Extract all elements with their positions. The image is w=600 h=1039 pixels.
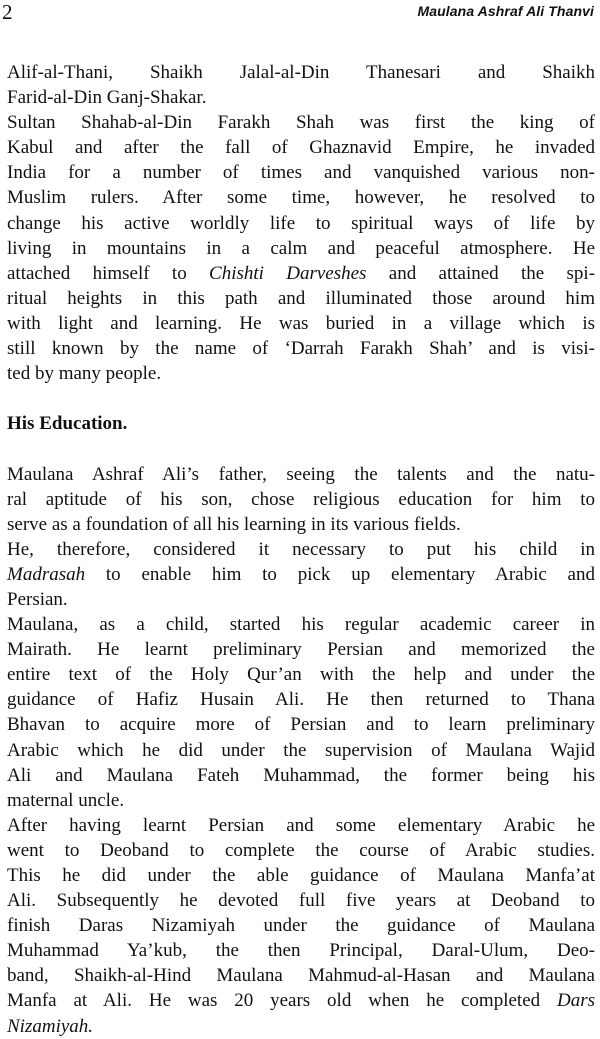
text-line: Maulana Ashraf Ali’s father, seeing the talents and the natu- bbox=[7, 463, 595, 485]
text-segment: to enable him to pick up elementary Arabic and bbox=[105, 563, 595, 585]
italic-term: Chishti Darveshes bbox=[209, 262, 367, 284]
text-segment: Manfa at Ali. He was 20 years old when he completed bbox=[7, 990, 541, 1012]
italic-term: Madrasah bbox=[7, 563, 86, 585]
text-line: still known by the name of ‘Darrah Farakh Shah’ and is visi- bbox=[7, 338, 595, 360]
text-line: entire text of the Holy Qur’an with the help and under the bbox=[7, 664, 595, 686]
paragraph-gap bbox=[7, 386, 595, 411]
text-line bbox=[7, 261, 595, 286]
text-segment: attached himself to bbox=[7, 262, 187, 284]
italic-term: Dars bbox=[556, 990, 595, 1012]
text-line: He, therefore, considered it necessary to put his child in bbox=[7, 538, 595, 560]
body-text bbox=[7, 60, 595, 1039]
text-line: maternal uncle. bbox=[7, 789, 125, 811]
text-line: change his active worldly life to spiritual ways of life by bbox=[7, 212, 595, 234]
running-head: Maulana Ashraf Ali Thanvi bbox=[417, 3, 594, 19]
italic-term: Nizamiyah. bbox=[7, 1015, 94, 1037]
text-line: Farid-al-Din Ganj-Shakar. bbox=[7, 87, 207, 109]
text-line: finish Daras Nizamiyah under the guidance of Maulana bbox=[7, 915, 595, 937]
text-line: Kabul and after the fall of Ghaznavid Empire, he invaded bbox=[7, 137, 595, 159]
text-line: Sultan Shahab-al-Din Farakh Shah was first the king of bbox=[7, 112, 595, 134]
text-line: Arabic which he did under the supervision of Maulana Wajid bbox=[7, 739, 595, 761]
text-line: Bhavan to acquire more of Persian and to learn preliminary bbox=[7, 714, 595, 736]
text-line: went to Deoband to complete the course of Arabic studies. bbox=[7, 839, 595, 861]
text-line: guidance of Hafiz Husain Ali. He then returned to Thana bbox=[7, 689, 595, 711]
text-line: Ali. Subsequently he devoted full five years at Deoband to bbox=[7, 890, 595, 912]
paragraph bbox=[7, 110, 595, 386]
paragraph bbox=[7, 537, 595, 612]
paragraph bbox=[7, 813, 595, 1039]
text-line bbox=[7, 562, 595, 587]
text-segment: and attained the spi- bbox=[388, 262, 596, 284]
text-line: Mairath. He learnt preliminary Persian and memorized the bbox=[7, 639, 595, 661]
text-line bbox=[7, 988, 595, 1013]
text-line: serve as a foundation of all his learning in its various fields. bbox=[7, 513, 461, 535]
text-line: Muhammad Ya’kub, the then Principal, Daral-Ulum, Deo- bbox=[7, 940, 595, 962]
paragraph bbox=[7, 60, 595, 110]
text-line: Maulana, as a child, started his regular academic career in bbox=[7, 614, 595, 636]
paragraph bbox=[7, 612, 595, 813]
text-line bbox=[7, 1014, 595, 1039]
text-line: ted by many people. bbox=[7, 363, 162, 385]
paragraph bbox=[7, 462, 595, 537]
text-line: India for a number of times and vanquished various non- bbox=[7, 162, 595, 184]
text-line: band, Shaikh-al-Hind Maulana Mahmud-al-Hasan and Maulana bbox=[7, 965, 595, 987]
text-line: with light and learning. He was buried in a village which is bbox=[7, 312, 595, 334]
text-line: ritual heights in this path and illuminated those around him bbox=[7, 287, 595, 309]
text-line: Persian. bbox=[7, 588, 68, 610]
paragraph-gap bbox=[7, 436, 595, 461]
page-number: 2 bbox=[2, 0, 13, 24]
text-line: This he did under the able guidance of Maulana Manfa’at bbox=[7, 865, 595, 886]
section-heading: His Education. bbox=[7, 413, 128, 435]
text-line: After having learnt Persian and some elementary Arabic he bbox=[7, 814, 595, 836]
text-line: Alif-al-Thani, Shaikh Jalal-al-Din Thanesari and Shaikh bbox=[7, 62, 595, 83]
text-line: living in mountains in a calm and peaceful atmosphere. He bbox=[7, 237, 595, 259]
text-line: ral aptitude of his son, chose religious education for him to bbox=[7, 488, 595, 510]
text-line: Ali and Maulana Fateh Muhammad, the former being his bbox=[7, 764, 595, 786]
text-line: Muslim rulers. After some time, however, he resolved to bbox=[7, 187, 595, 209]
